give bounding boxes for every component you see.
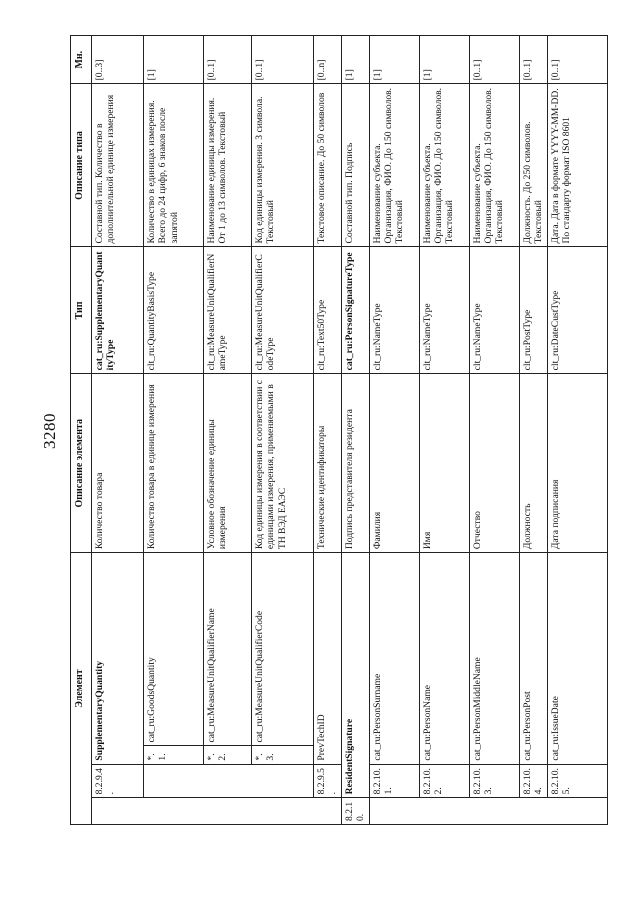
table-row [419,36,469,825]
type-name: clt_ru:PostType [519,247,547,374]
table-row [547,36,607,825]
type-desc: Дата. Дата в формате YYYY-MM-DD. По стандарту формат ISO 8601 [547,84,607,247]
table-header-row [71,36,92,825]
element-name: cat_ru:PersonPost [519,553,547,764]
element-desc: Условное обозначение единицы измерения [204,374,252,553]
element-desc: Подпись представителя резидента [342,374,370,553]
table-row [369,36,419,825]
type-name: clt_ru:NameType [419,247,469,374]
type-desc: Должность. До 250 символов. Текстовый [519,84,547,247]
multiplicity: [0..3] [92,36,144,84]
header-element-desc: Описание элемента [71,374,92,553]
type-name: clt_ru:NameType [469,247,519,374]
type-desc: Количество в единицах измерения. Всего до 24 цифр, 6 знаков после запятой [144,84,204,247]
type-desc: Наименование субъекта. Организация, ФИО. До 150 символов. Текстовый [469,84,519,247]
element-desc: Код единицы измерения в соответствии с единицами измерения, применяемыми в ТН ВЭД ЕАЭС [252,374,314,553]
element-name: ResidentSignature [342,553,370,798]
element-name: PrevTechID [314,553,342,764]
type-name: cat_ru:SupplementaryQuantityType [92,247,144,374]
header-mult: Мн. [71,36,92,84]
multiplicity: [0..1] [469,36,519,84]
multiplicity: [1] [144,36,204,84]
type-name: clt_ru:NameType [369,247,419,374]
type-desc: Код единицы измерения. 3 символа. Текстовый [252,84,314,247]
type-name: clt_ru:Text50Type [314,247,342,374]
type-desc: Наименование субъекта. Организация, ФИО. До 150 символов. Текстовый [369,84,419,247]
element-name: cat_ru:MeasureUnitQualifierName [204,553,252,746]
table-row [519,36,547,825]
element-name: cat_ru:MeasureUnitQualifierCode [252,553,314,746]
type-name: clt_ru:DateCustType [547,247,607,374]
multiplicity: [0..1] [519,36,547,84]
multiplicity: [1] [342,36,370,84]
multiplicity: [1] [419,36,469,84]
row-number: 8.2.10.5. [547,764,607,798]
table-row [144,36,204,825]
multiplicity: [0..n] [314,36,342,84]
header-type: Тип [71,247,92,374]
row-number: 8.2.10.1. [369,764,419,798]
type-desc: Текстовое описание. До 50 символов [314,84,342,247]
element-desc: Количество товара [92,374,144,553]
type-desc: Наименование субъекта. Организация, ФИО. До 150 символов. Текстовый [419,84,469,247]
row-number: 8.2.9.5. [314,764,342,798]
element-desc: Технические идентификаторы [314,374,342,553]
type-desc: Составной тип. Количество в дополнительной единице измерения [92,84,144,247]
type-name: clt_ru:MeasureUnitQualifierCodeType [252,247,314,374]
type-desc: Наименование единицы измерения. От 1 до 13 символов. Текстовый [204,84,252,247]
element-name: cat_ru:IssueDate [547,553,607,764]
page-number: 3280 [40,413,59,449]
element-desc: Фамилия [369,374,419,553]
multiplicity: [1] [369,36,419,84]
sub-marker: *.3. [252,746,314,764]
element-name: cat_ru:PersonMiddleName [469,553,519,764]
element-desc: Отчество [469,374,519,553]
table-row [204,36,252,825]
element-desc: Должность [519,374,547,553]
table-row [469,36,519,825]
sub-marker: *.2. [204,746,252,764]
sub-marker: *.1. [144,746,204,764]
table-row [314,36,342,825]
row-number: 8.2.9.4. [92,764,144,798]
header-element: Элемент [71,553,92,825]
table-row [342,36,370,825]
element-name: SupplementaryQuantity [92,553,144,764]
element-name: cat_ru:PersonName [419,553,469,764]
rotated-table-container [70,35,630,825]
element-desc: Количество товара в единице измерения [144,374,204,553]
table-row [252,36,314,825]
multiplicity: [0..1] [204,36,252,84]
row-number: 8.2.10.3. [469,764,519,798]
row-number: 8.2.10.2. [419,764,469,798]
spec-table [70,35,608,825]
row-number: 8.2.10.4. [519,764,547,798]
type-desc: Составной тип. Подпись [342,84,370,247]
header-type-desc: Описание типа [71,84,92,247]
table-row [92,36,144,825]
type-name: clt_ru:MeasureUnitQualifierNameType [204,247,252,374]
type-name: clt_ru:QuantityBasisType [144,247,204,374]
element-desc: Имя [419,374,469,553]
element-name: cat_ru:GoodsQuantity [144,553,204,746]
element-name: cat_ru:PersonSurname [369,553,419,764]
multiplicity: [0..1] [547,36,607,84]
row-number: 8.2.10. [342,798,370,825]
multiplicity: [0..1] [252,36,314,84]
type-name: cat_ru:PersonSignatureType [342,247,370,374]
element-desc: Дата подписания [547,374,607,553]
